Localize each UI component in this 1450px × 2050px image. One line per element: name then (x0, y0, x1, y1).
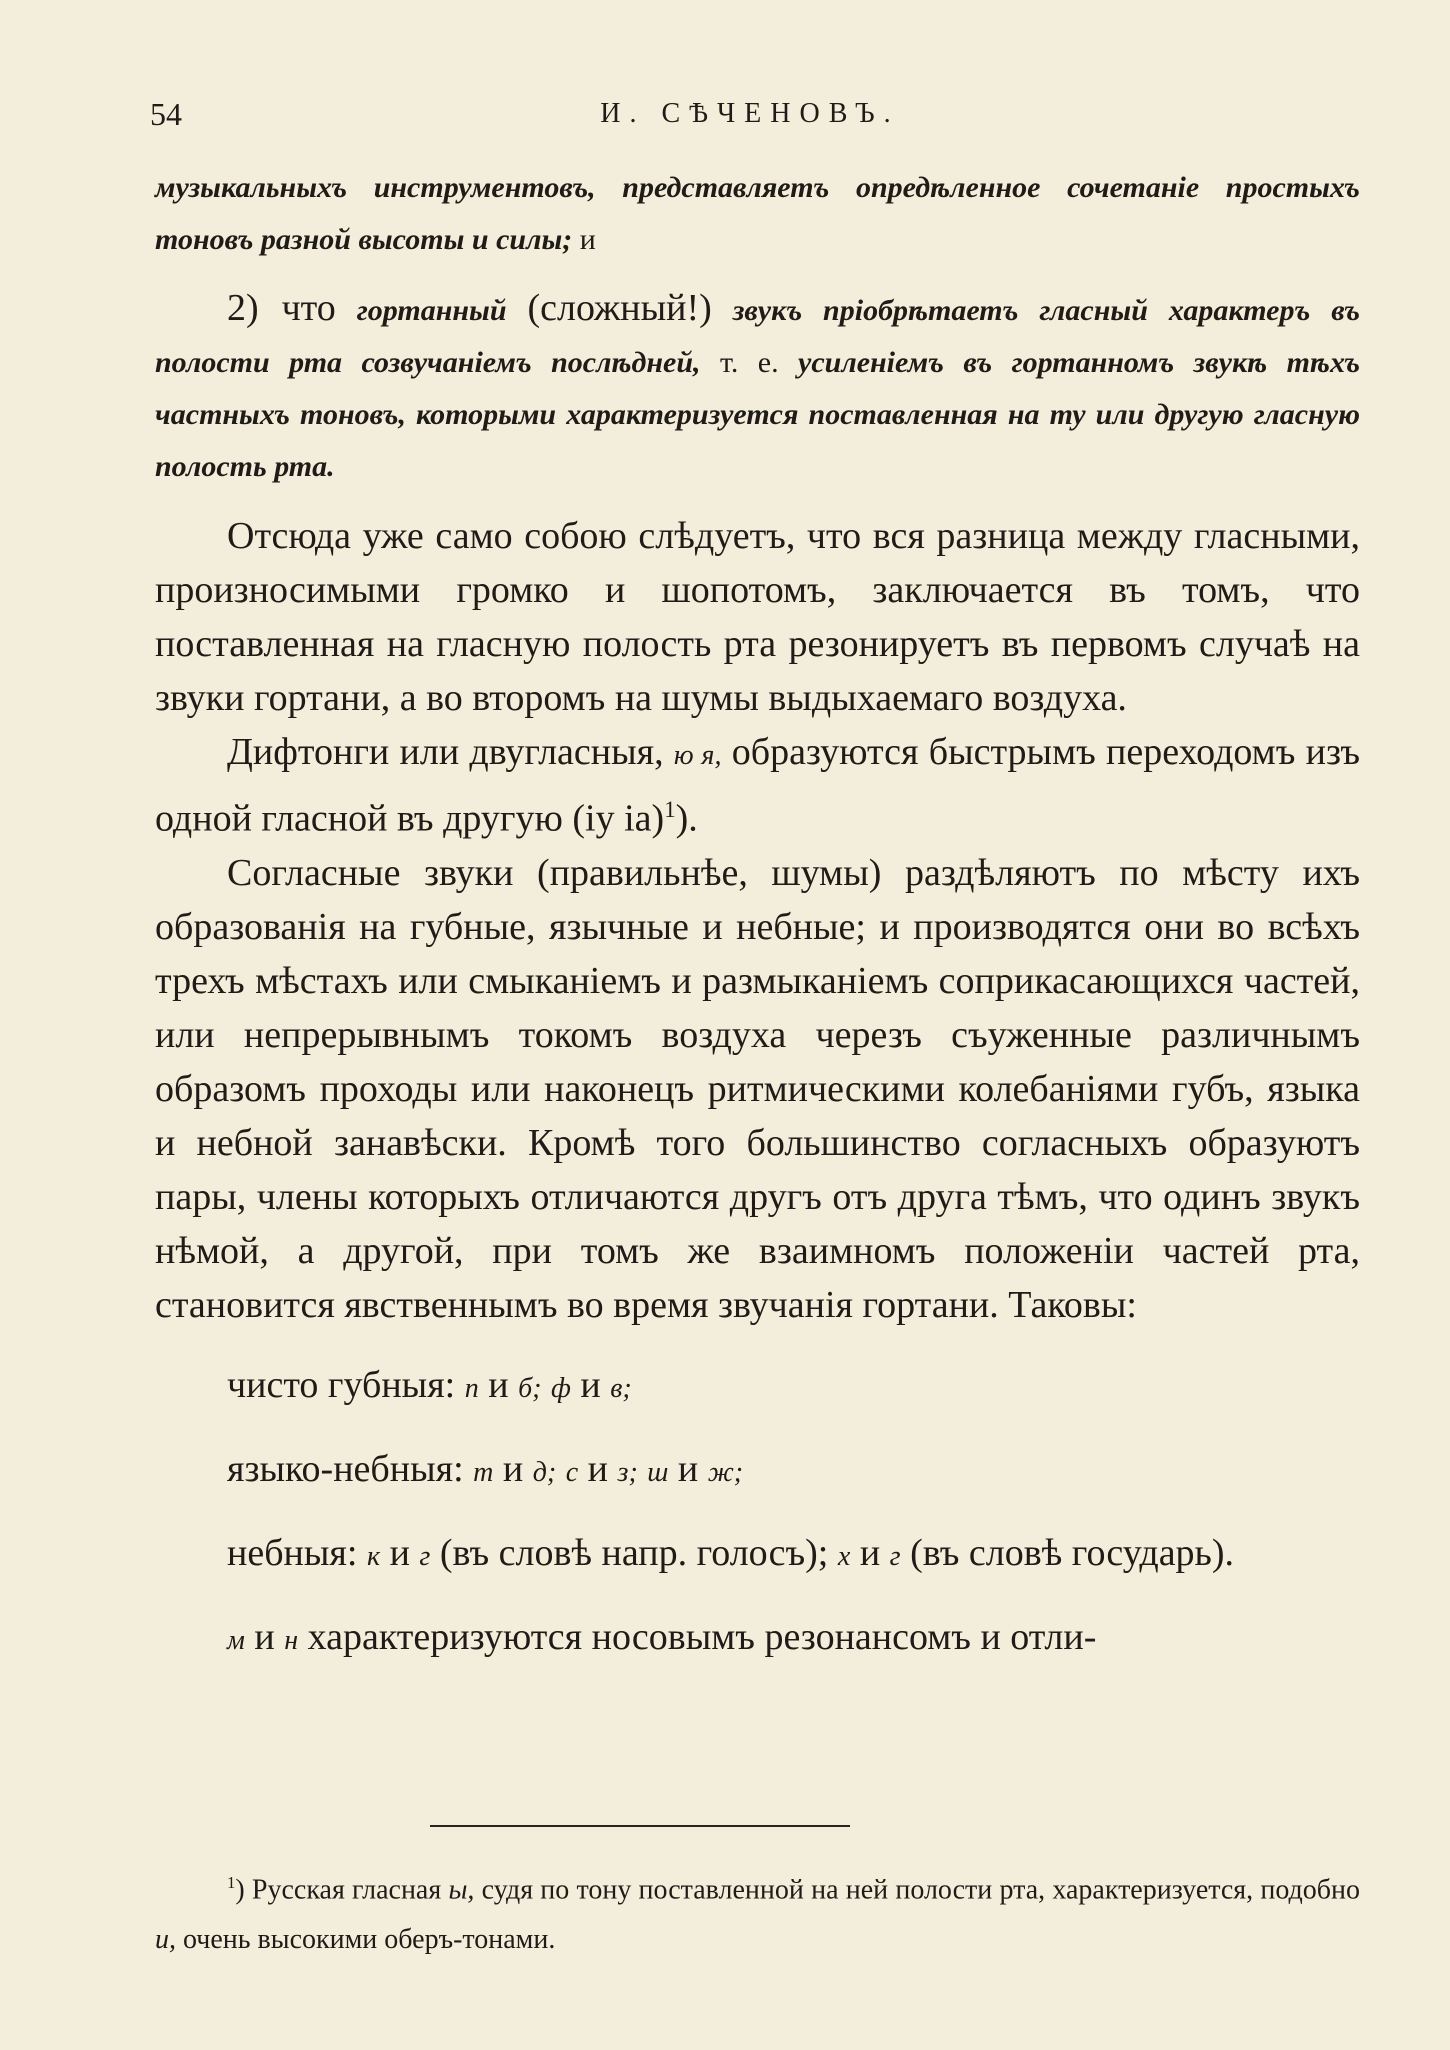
list-item-lingual (155, 1442, 1360, 1500)
italic-text: гортанный (356, 294, 507, 327)
letter: ш (647, 1456, 669, 1488)
list-label: небныя: (227, 1531, 358, 1574)
paragraph-point-2 (155, 282, 1360, 493)
text: и (254, 1615, 275, 1658)
letter: г (889, 1540, 901, 1572)
running-head: И. СѢЧЕНОВЪ. (600, 98, 900, 129)
page-number: 54 (150, 96, 182, 132)
page-header (150, 96, 1350, 140)
italic-text: музыкальныхъ инструментовъ, представляетъ опредѣленное сочетаніе простыхъ тоновъ разной высоты и силы; (155, 171, 1360, 256)
text: т. е. (719, 346, 779, 379)
letter: б; (518, 1372, 542, 1404)
text: и (580, 1363, 601, 1406)
letter: н (284, 1624, 299, 1656)
text: судя по тону поставленной на ней полости рта, характеризуется, подобно (481, 1874, 1360, 1906)
italic-text: ы, (448, 1874, 475, 1906)
italic-text: ю я, (673, 740, 722, 771)
footnote-mark: 1 (664, 797, 676, 822)
paragraph-continuation (155, 162, 1360, 266)
letter: з; (617, 1456, 638, 1488)
page-body (155, 162, 1360, 1668)
list-item-palatal (155, 1526, 1360, 1584)
letter: ж; (707, 1456, 744, 1488)
text: Дифтонги или двугласныя, (227, 731, 664, 773)
text: и (859, 1531, 881, 1574)
footnote-mark: 1 (227, 1873, 236, 1892)
text: образуются быстрымъ переходомъ изъ одной гласной въ другую (іу іа) (155, 731, 1360, 840)
list-item-labial (155, 1358, 1360, 1416)
letter: с (565, 1456, 579, 1488)
text: характеризуются носовымъ резонансомъ и отли- (307, 1615, 1097, 1658)
footnote-divider (430, 1825, 850, 1827)
italic-text: звукъ пріобрѣтаетъ гласный характеръ въ полости рта созвучаніемъ послѣдней, (155, 294, 1361, 379)
text: ). (675, 797, 698, 840)
text: и (677, 1447, 699, 1490)
text: и (389, 1531, 410, 1574)
letter: п (464, 1372, 479, 1404)
letter: м (227, 1624, 245, 1656)
text: очень высокими оберъ-тонами. (183, 1924, 556, 1956)
letter: х (837, 1540, 851, 1572)
letter: ф (551, 1372, 571, 1404)
letter: в; (610, 1372, 632, 1404)
list-label: чисто губныя: (227, 1363, 456, 1406)
text: (сложный!) (527, 287, 712, 329)
text: и (488, 1363, 509, 1406)
text: и (502, 1447, 524, 1490)
footnote (155, 1858, 1360, 1965)
list-label: языко-небныя: (227, 1447, 464, 1490)
text: и (579, 223, 596, 256)
italic-text: и, (155, 1924, 176, 1956)
text: 2) что (227, 287, 336, 329)
text: и (587, 1447, 609, 1490)
letter: к (366, 1540, 381, 1572)
paragraph-nasal (155, 1610, 1360, 1668)
letter: д; (532, 1456, 557, 1488)
text: ) Русская гласная (235, 1874, 442, 1906)
paragraph: Отсюда уже само собою слѣдуетъ, что вся разница между гласными, произносимыми громко и шопотомъ, заключается въ томъ, что поставленная на гласную полость рта резонируетъ въ первомъ случаѣ на звуки гортани, а во второмъ на шумы выдыхаемаго воздуха. (155, 515, 1360, 719)
italic-text: усиленіемъ въ гортанномъ звукѣ тѣхъ частныхъ тоновъ, которыми характеризуется поставленная на ту или другую гласную полость рта. (155, 346, 1361, 483)
paragraph-diphthongs (155, 725, 1360, 846)
text: (въ словѣ напр. голосъ); (439, 1531, 829, 1574)
paragraph: Согласные звуки (правильнѣе, шумы) раздѣляютъ по мѣсту ихъ образованія на губные, язычные и небные; и производятся они во всѣхъ трехъ мѣстахъ или смыканіемъ и размыканіемъ соприкасающихся частей, или непрерывнымъ токомъ воздуха черезъ съуженные различнымъ образомъ проходы или наконецъ ритмическими колебаніями губъ, языка и небной занавѣски. Кромѣ того большинство согласныхъ образуютъ пары, члены которыхъ отличаются другъ отъ друга тѣмъ, что одинъ звукъ нѣмой, а другой, при томъ же взаимномъ положеніи частей рта, становится явственнымъ во время звучанія гортани. Таковы: (155, 851, 1360, 1326)
text: (въ словѣ государь). (910, 1531, 1235, 1574)
letter: т (473, 1456, 494, 1488)
letter: г (419, 1540, 431, 1572)
